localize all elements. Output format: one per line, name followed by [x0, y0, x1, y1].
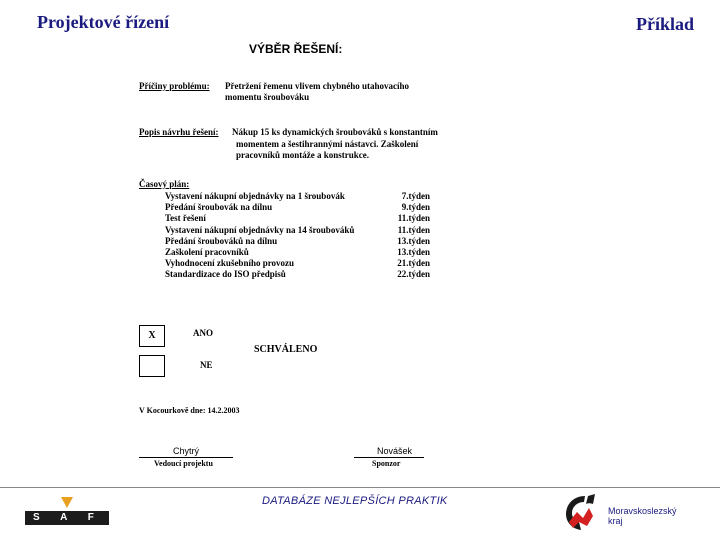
moravskoslezsky-kraj-text [608, 506, 677, 526]
plan-label: Časový plán: [139, 179, 190, 189]
plan-task: Vystavení nákupní objednávky na 1 šroubovák [165, 191, 345, 201]
signature-role-manager: Vedoucí projektu [154, 459, 213, 468]
signature-line [354, 457, 424, 458]
saft-logo: S A F T [25, 511, 109, 525]
plan-task: Předání šroubováků na dílnu [165, 236, 278, 246]
plan-task: Předání šroubovák na dílnu [165, 202, 273, 212]
plan-row [165, 247, 430, 258]
plan-week: 22.týden [397, 269, 430, 279]
approval-status: SCHVÁLENO [254, 344, 318, 355]
plan-row [165, 191, 430, 202]
plan-task: Standardizace do ISO předpisů [165, 269, 286, 279]
plan-week: 9.týden [401, 202, 430, 212]
approve-yes-label: ANO [193, 328, 213, 338]
plan-week: 11.týden [397, 213, 430, 223]
footer-divider [0, 487, 720, 488]
plan-task: Zaškolení pracovníků [165, 247, 249, 257]
plan-task: Vystavení nákupní objednávky na 14 šroubováků [165, 225, 355, 235]
footer-title: DATABÁZE NEJLEPŠÍCH PRAKTIK [262, 495, 448, 507]
cause-line-2: momentu šroubováku [225, 92, 310, 102]
document-title: VÝBĚR ŘEŠENÍ: [249, 42, 343, 56]
page-title: Projektové řízení [37, 12, 170, 32]
solution-line-2: momentem a šestihrannými nástavci. Zaškolení [236, 139, 419, 149]
approve-no-checkbox[interactable] [139, 355, 165, 377]
plan-row [165, 202, 430, 213]
plan-week: 7.týden [401, 191, 430, 201]
solution-line-3: pracovníků montáže a konstrukce. [236, 150, 370, 160]
approve-yes-checkbox[interactable]: X [139, 325, 165, 347]
plan-week: 11.týden [397, 225, 430, 235]
plan-row [165, 258, 430, 269]
plan-row [165, 236, 430, 247]
page-subtitle: Příklad [635, 14, 694, 34]
signature-name-manager: Chytrý [173, 446, 200, 456]
plan-task: Test řešení [165, 213, 206, 223]
solution-line-1: Nákup 15 ks dynamických šroubováků s konstantním [232, 127, 438, 137]
signature-role-sponsor: Sponzor [372, 459, 401, 468]
plan-week: 21.týden [397, 258, 430, 268]
place-date: V Kocourkově dne: 14.2.2003 [139, 406, 240, 415]
plan-row [165, 213, 430, 224]
msk-line-1: Moravskoslezský [608, 506, 677, 516]
plan-row [165, 225, 430, 236]
solution-label: Popis návrhu řešení: [139, 127, 219, 137]
moravskoslezsky-kraj-logo-icon [563, 492, 607, 532]
saft-triangle-icon [61, 497, 73, 508]
signature-name-sponsor: Novášek [377, 446, 413, 456]
cause-label: Příčiny problému: [139, 81, 210, 91]
plan-week: 13.týden [397, 247, 430, 257]
plan-row [165, 269, 430, 280]
plan-task: Vyhodnocení zkušebního provozu [165, 258, 295, 268]
approve-no-label: NE [200, 360, 213, 370]
msk-line-2: kraj [608, 516, 623, 526]
plan-week: 13.týden [397, 236, 430, 246]
cause-line-1: Přetržení řemenu vlivem chybného utahovacího [225, 81, 409, 91]
signature-line [139, 457, 233, 458]
